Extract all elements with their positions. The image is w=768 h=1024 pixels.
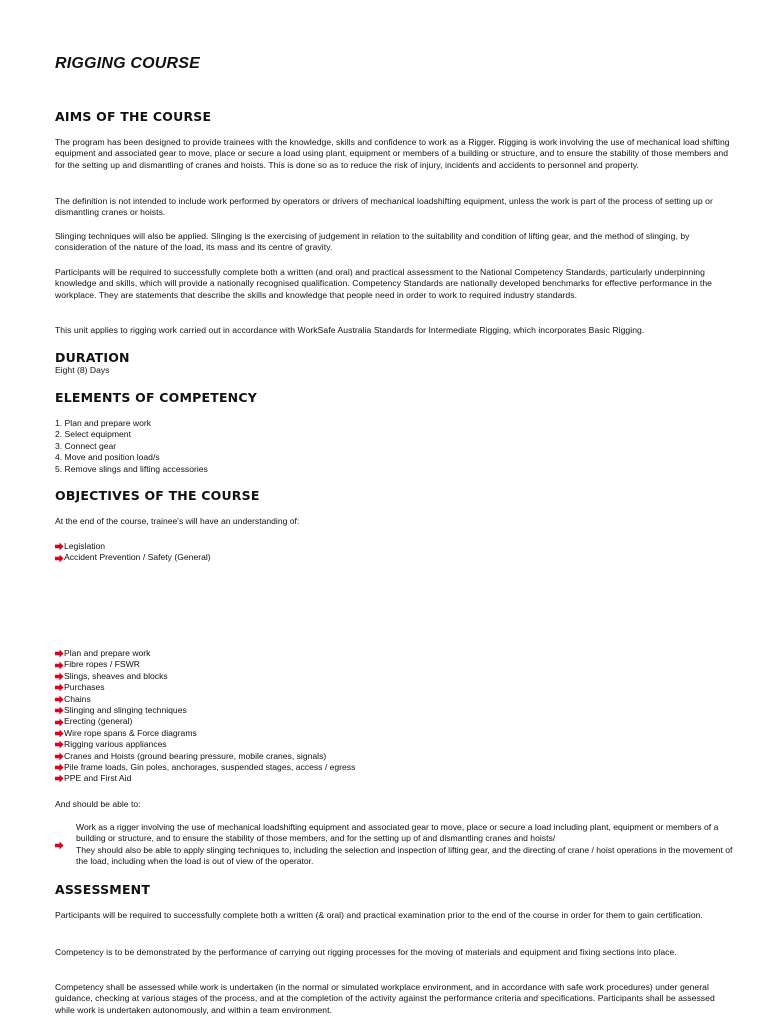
able-intro: And should be able to: (55, 799, 141, 809)
red-arrow-icon (55, 752, 64, 761)
red-arrow-icon (55, 661, 64, 670)
aims-paragraph-3: Slinging techniques will also be applied. Slinging is the exercising of judgement in relation to the suitability and condition of lifting gear, and the method of slinging, by consideration of the nature of the load, its mass and its centre of gravity. (55, 231, 690, 253)
list-item (55, 728, 355, 739)
list-item-label: Slinging and slinging techniques (64, 704, 187, 715)
list-item (55, 552, 211, 563)
aims-paragraph-4: Participants will be required to successfully complete both a written (and oral) and practical assessment to the National Competency Standards, particularly underpinning knowledge and skills, which will provide a nationally recognised qualification. Competency Standards are nationally developed benchmarks for effective performance in the workplace. They are statements that describe the skills and knowledge that people need in order to work to required industry standards. (55, 267, 713, 300)
assessment-heading: ASSESSMENT (55, 882, 151, 897)
list-item-label: Fibre ropes / FSWR (64, 659, 140, 670)
list-item-label: Rigging various appliances (64, 739, 167, 750)
list-item-label: Wire rope spans & Force diagrams (64, 727, 197, 738)
list-item (55, 648, 355, 659)
red-arrow-icon (55, 683, 64, 692)
list-item (55, 773, 355, 784)
aims-paragraph-1: The program has been designed to provide trainees with the knowledge, skills and confidence to work as a Rigger. Rigging is work involving the use of mechanical load shifting equipment and associated gear to move, place or secure a load using plant, equipment or members of a building or structure, and to ensure the stability of those members and for the setting up and dismantling of cranes and hoists. This is done so as to reduce the risk of injury, incidents and accidents to personnel and property. (55, 137, 730, 170)
list-item (55, 716, 355, 727)
red-arrow-icon (55, 672, 64, 681)
duration-heading: DURATION (55, 350, 130, 365)
list-item-label: Legislation (64, 541, 106, 551)
objectives-list-1 (55, 541, 211, 564)
list-item: 3. Connect gear (55, 440, 117, 451)
assessment-paragraph-3: Competency shall be assessed while work is undertaken (in the normal or simulated workplace environment, and in accordance with safe work procedures) under general guidance, checking at various stages of the process, and at the completion of the activity against the performance criteria and specifications. Participants shall be assessed while work is undertaken autonomously, and within a team environment. (55, 982, 715, 1015)
objectives-list-2 (55, 648, 355, 785)
red-arrow-icon (55, 729, 64, 738)
list-item-label: Slings, sheaves and blocks (64, 670, 168, 681)
red-arrow-icon (55, 542, 64, 551)
list-item-label: Erecting (general) (64, 716, 133, 727)
list-item (55, 694, 355, 705)
red-arrow-icon (55, 740, 64, 749)
red-arrow-icon (55, 649, 64, 658)
red-arrow-icon (55, 841, 64, 850)
list-item-label: Pile frame loads, Gin poles, anchorages, suspended stages, access / egress (64, 761, 356, 772)
aims-paragraph-2: The definition is not intended to include work performed by operators or drivers of mechanical loadshifting equipment, unless the work is part of the process of setting up or dismantling cranes or hoists. (55, 196, 713, 218)
list-item (55, 682, 355, 693)
red-arrow-icon (55, 718, 64, 727)
list-item-label: Accident Prevention / Safety (General) (64, 552, 211, 563)
list-item-label: Purchases (64, 682, 105, 693)
duration-value: Eight (8) Days (55, 365, 110, 375)
red-arrow-icon (55, 695, 64, 704)
able-to-block (55, 822, 745, 872)
list-item (55, 762, 355, 773)
list-item: 2. Select equipment (55, 429, 131, 440)
assessment-paragraph-2: Competency is to be demonstrated by the performance of carrying out rigging processes for the moving of materials and equipment and fixing sections into place. (55, 947, 677, 957)
list-item: 4. Move and position load/s (55, 452, 160, 463)
list-item-label: Chains (64, 693, 91, 704)
red-arrow-icon (55, 774, 64, 783)
assessment-paragraph-1: Participants will be required to successfully complete both a written (& oral) and practical examination prior to the end of the course in order for them to gain certification. (55, 910, 703, 920)
elements-heading: ELEMENTS OF COMPETENCY (55, 390, 257, 405)
objectives-intro: At the end of the course, trainee's will have an understanding of: (55, 516, 300, 526)
able-to-text-1: Work as a rigger involving the use of mechanical loadshifting equipment and associated gear to move, place or secure a load including plant, equipment or members of a building or structure, and to ensure the stability of those members, and for the setting up of and dismantling cranes and hoists/ (76, 822, 719, 844)
page-title: RIGGING COURSE (55, 55, 201, 72)
list-item-label: Cranes and Hoists (ground bearing pressure, mobile cranes, signals) (64, 750, 327, 761)
list-item-label: PPE and First Aid (64, 773, 132, 784)
red-arrow-icon (55, 763, 64, 772)
list-item: 5. Remove slings and lifting accessories (55, 463, 208, 474)
aims-paragraph-5: This unit applies to rigging work carried out in accordance with WorkSafe Australia Standards for Intermediate Rigging, which incorporates Basic Rigging. (55, 325, 645, 335)
list-item (55, 705, 355, 716)
list-item (55, 541, 211, 552)
able-to-text (76, 822, 746, 868)
list-item-label: Plan and prepare work (64, 648, 151, 658)
red-arrow-icon (55, 706, 64, 715)
able-to-text-2: They should also be able to apply slinging techniques to, including the selection and inspection of lifting gear, and the directing of crane / hoist operations in the movement of the load, including when the load is out of view of the operator. (76, 844, 733, 867)
list-item (55, 659, 355, 670)
red-arrow-icon (55, 554, 64, 563)
list-item (55, 671, 355, 682)
objectives-heading: OBJECTIVES OF THE COURSE (55, 488, 260, 503)
list-item (55, 751, 355, 762)
elements-list (55, 418, 208, 475)
list-item: 1. Plan and prepare work (55, 418, 152, 428)
aims-heading: AIMS OF THE COURSE (55, 109, 212, 124)
list-item (55, 739, 355, 750)
